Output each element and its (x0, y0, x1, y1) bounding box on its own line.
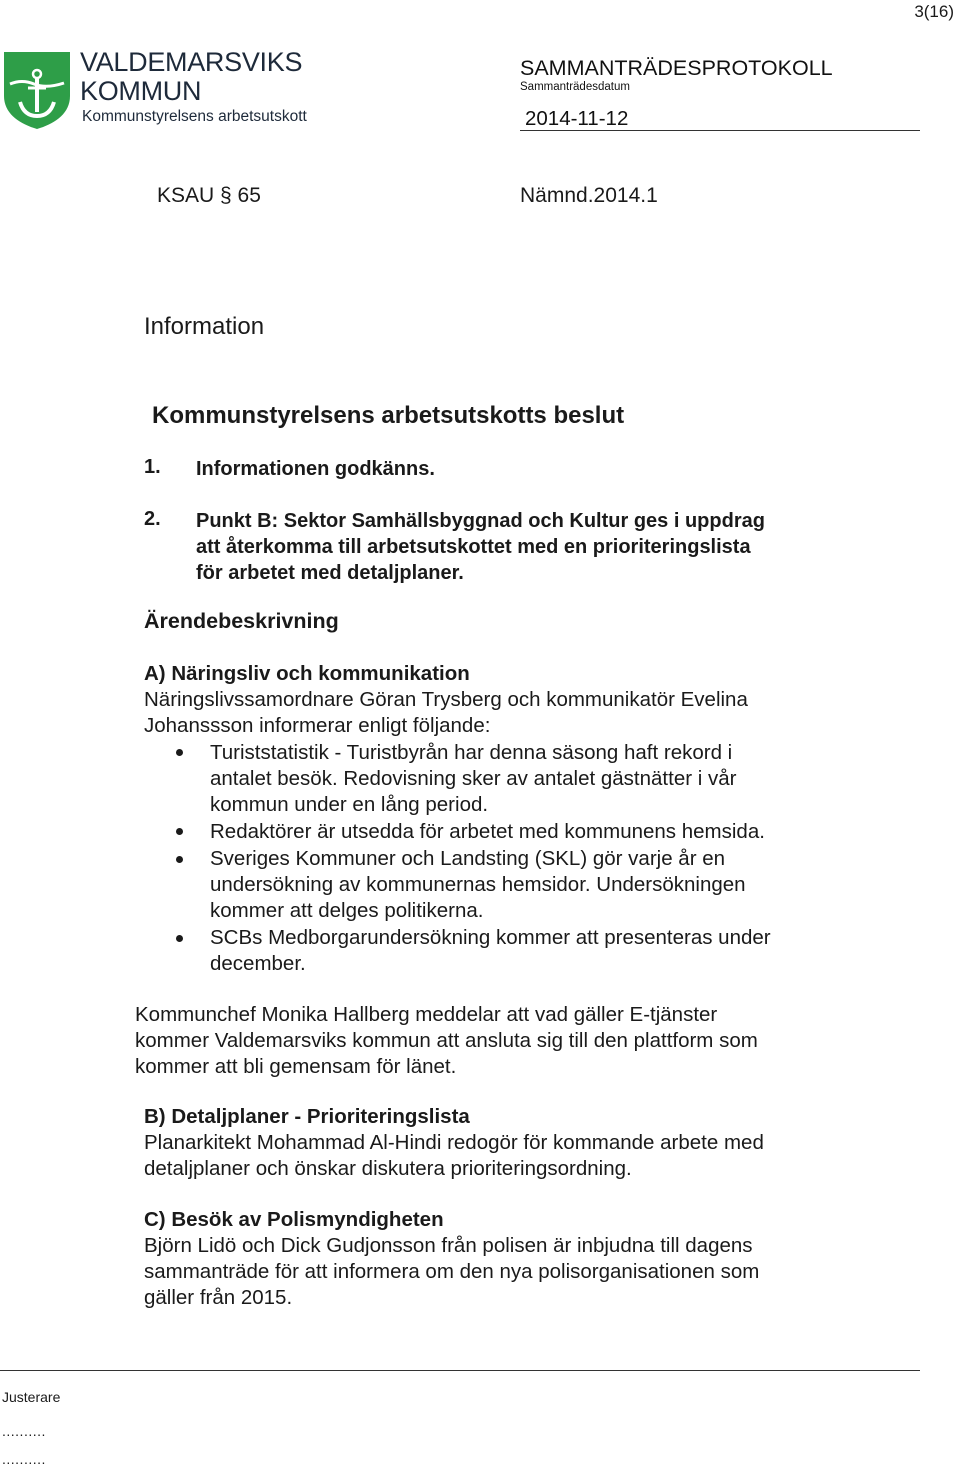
paragraph-reference: KSAU § 65 (157, 184, 261, 207)
page-title: Information (144, 313, 265, 340)
bullet-dot-icon (176, 856, 183, 863)
section-a-intro-line: Näringslivssamordnare Göran Trysberg och kommunikatör Evelina (144, 688, 748, 711)
decision-item-number: 2. (144, 508, 161, 530)
bullet-line: december. (210, 952, 306, 975)
section-c-line: Björn Lidö och Dick Gudjonsson från polisen är inbjudna till dagens (144, 1234, 753, 1257)
section-a-closing (135, 1002, 758, 1080)
footer-rule (0, 1370, 920, 1371)
section-b (144, 1104, 764, 1182)
org-name-line-1: VALDEMARSVIKS (80, 47, 303, 77)
bullet-item (210, 740, 736, 818)
bullet-line: kommun under en lång period. (210, 793, 489, 816)
org-department: Kommunstyrelsens arbetsutskott (82, 108, 307, 125)
page-number: 3(16) (914, 2, 954, 21)
bullet-line: antalet besök. Redovisning sker av antalet gästnätter i vår (210, 767, 737, 790)
org-name (80, 48, 302, 106)
document-type: SAMMANTRÄDESPROTOKOLL (520, 56, 833, 80)
decision-line: Punkt B: Sektor Samhällsbyggnad och Kultur ges i uppdrag (196, 510, 765, 532)
bullet-line: Redaktörer är utsedda för arbetet med kommunens hemsida. (210, 820, 765, 843)
section-c (144, 1207, 759, 1311)
bullet-dot-icon (176, 749, 183, 756)
municipal-coat-of-arms-icon (2, 50, 72, 130)
bullet-line: undersökning av kommunernas hemsidor. Undersökningen (210, 873, 746, 896)
bullet-line: Sveriges Kommuner och Landsting (SKL) gör varje år en (210, 847, 726, 870)
justerare-label: Justerare (2, 1389, 61, 1405)
decision-item-text (196, 508, 765, 586)
section-c-line: gäller från 2015. (144, 1286, 293, 1309)
decision-line: Informationen godkänns. (196, 458, 435, 480)
meeting-date: 2014-11-12 (525, 107, 629, 130)
section-b-line: Planarkitekt Mohammad Al-Hindi redogör för kommande arbete med (144, 1131, 764, 1154)
closing-line: kommer Valdemarsviks kommun att ansluta sig till den plattform som (135, 1029, 758, 1052)
decision-item-text (196, 456, 435, 482)
bullet-item (210, 819, 765, 845)
registration-number: Nämnd.2014.1 (520, 184, 658, 207)
section-b-line: detaljplaner och önskar diskutera prioriteringsordning. (144, 1157, 632, 1180)
section-a-intro-line: Johanssson informerar enligt följande: (144, 714, 491, 737)
closing-line: kommer att bli gemensam för länet. (135, 1055, 457, 1078)
signature-line: .......... (2, 1423, 46, 1439)
bullet-item (210, 925, 771, 977)
bullet-dot-icon (176, 935, 183, 942)
org-name-line-2: KOMMUN (80, 76, 202, 106)
decision-heading: Kommunstyrelsens arbetsutskotts beslut (152, 402, 625, 429)
decision-line: att återkomma till arbetsutskottet med en prioriteringslista (196, 536, 751, 558)
signature-line: .......... (2, 1451, 46, 1467)
section-c-heading: C) Besök av Polismyndigheten (144, 1208, 444, 1231)
decision-line: för arbetet med detaljplaner. (196, 562, 464, 584)
date-label: Sammanträdesdatum (520, 81, 630, 93)
description-heading: Ärendebeskrivning (144, 609, 339, 633)
section-a (144, 661, 748, 739)
section-b-heading: B) Detaljplaner - Prioriteringslista (144, 1105, 470, 1128)
bullet-line: kommer att delges politikerna. (210, 899, 484, 922)
bullet-dot-icon (176, 828, 183, 835)
section-c-line: sammanträde för att informera om den nya polisorganisationen som (144, 1260, 760, 1283)
section-a-heading: A) Näringsliv och kommunikation (144, 662, 470, 685)
bullet-line: Turiststatistik - Turistbyrån har denna säsong haft rekord i (210, 741, 733, 764)
closing-line: Kommunchef Monika Hallberg meddelar att vad gäller E-tjänster (135, 1003, 718, 1026)
header-rule (520, 130, 920, 131)
bullet-item (210, 846, 746, 924)
decision-item-number: 1. (144, 456, 161, 478)
bullet-line: SCBs Medborgarundersökning kommer att presenteras under (210, 926, 771, 949)
